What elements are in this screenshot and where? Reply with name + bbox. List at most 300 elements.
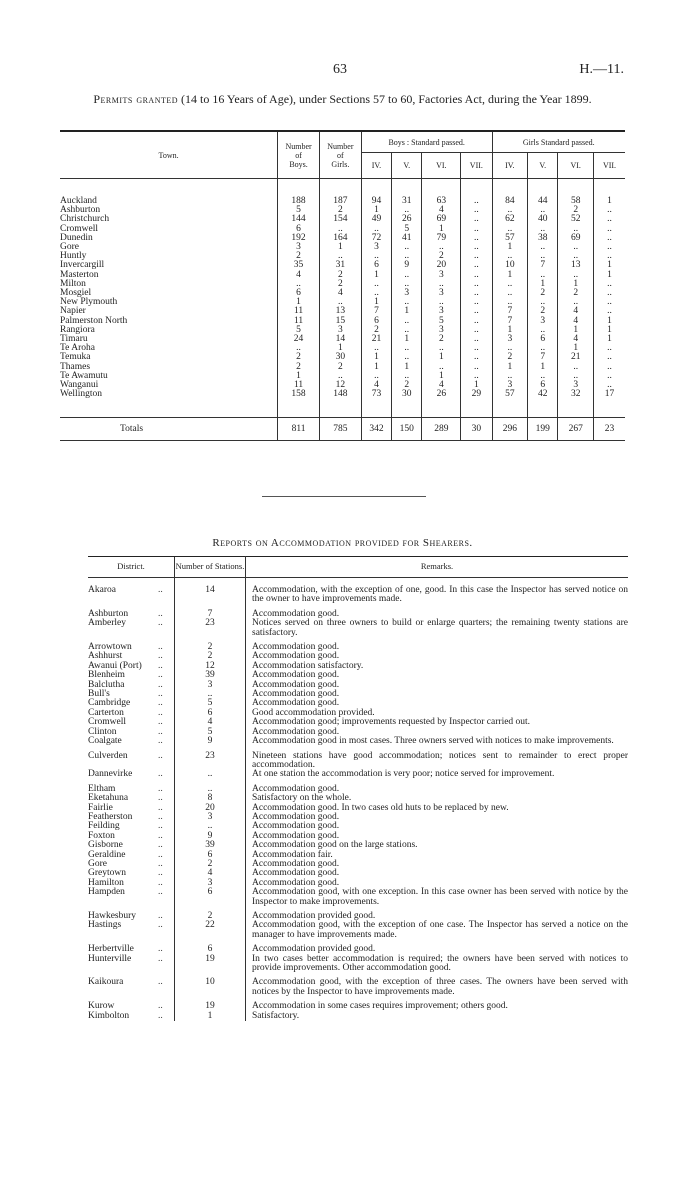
permits-cell: .. (461, 271, 492, 280)
permits-cell: 1 (594, 317, 626, 326)
permits-cell: 14 (319, 335, 361, 344)
permits-cell: 1 (361, 298, 391, 307)
permits-cell: .. (528, 326, 558, 335)
stations-count: 6 (175, 709, 246, 718)
shearers-row (88, 770, 628, 779)
leader-dots: .. (158, 911, 163, 921)
district-name: Arrowtown (88, 642, 132, 653)
permits-cell: 2 (422, 252, 461, 261)
shearers-title: Reports on Accommodation provided for Shearers. (212, 537, 473, 549)
permits-cell: 1 (594, 326, 626, 335)
remarks-text: Accommodation good. (252, 821, 340, 832)
stations-count: 22 (175, 921, 246, 940)
permits-cell: .. (422, 344, 461, 353)
stations-count: .. (175, 822, 246, 831)
leader-dots: .. (158, 887, 163, 898)
permits-cell: .. (278, 280, 320, 289)
col-girls-std-iv: IV. (492, 153, 528, 179)
stations-count: 39 (175, 671, 246, 680)
district-name: Clinton (88, 726, 117, 737)
district-name: Hastings (88, 920, 122, 931)
permits-cell: .. (461, 289, 492, 298)
town-name: Huntly (60, 251, 87, 262)
permits-cell: 148 (319, 390, 361, 399)
permits-cell: 1 (528, 363, 558, 372)
remarks-text: Accommodation good. (252, 811, 340, 822)
town-name: Te Awamutu (60, 370, 108, 381)
leader-dots: .. (158, 679, 163, 690)
permits-cell: .. (361, 289, 391, 298)
shearers-row (88, 662, 628, 671)
permits-cell: 4 (558, 307, 594, 316)
remarks-text: Satisfactory on the whole. (252, 793, 352, 804)
permits-cell: .. (461, 280, 492, 289)
remarks-text: Nineteen stations have good accommodation; notices sent to remainder to erect proper accommodation. (252, 750, 628, 770)
permits-cell: 7 (492, 307, 528, 316)
permits-cell: 26 (392, 215, 422, 224)
town-name: Te Aroha (60, 343, 95, 354)
remarks-text: Accommodation good, with the exception of one case. The Inspector has served a notice on the manager to have improvements made. (252, 920, 628, 940)
permits-cell: 10 (492, 261, 528, 270)
district-name: Gore (88, 858, 107, 869)
remarks-text: Accommodation, with the exception of one, good. In this case the Inspector has served notice on the owner to have improvements made. (252, 585, 628, 605)
permits-cell: .. (594, 289, 626, 298)
permits-cell: .. (594, 307, 626, 316)
remarks-text: Accommodation good, with one exception. In this case owner has been served with notice by the Inspector to make improvements. (252, 887, 628, 907)
permits-cell: 11 (278, 307, 320, 316)
shearers-row (88, 671, 628, 680)
remarks-text: Accommodation good on the large stations. (252, 840, 418, 851)
permits-cell: 1 (558, 326, 594, 335)
col-district: District. (88, 557, 175, 578)
permits-cell: .. (594, 353, 626, 362)
stations-count: 39 (175, 841, 246, 850)
permits-cell: 5 (392, 225, 422, 234)
permits-cell: 7 (528, 261, 558, 270)
permits-cell: 35 (278, 261, 320, 270)
stations-count: 8 (175, 794, 246, 803)
leader-dots: .. (158, 660, 163, 671)
permits-cell: .. (558, 372, 594, 381)
permits-cell: 24 (278, 335, 320, 344)
totals-cell: 296 (492, 418, 528, 441)
leader-dots: .. (158, 1001, 163, 1012)
permits-cell: .. (594, 372, 626, 381)
shearers-row (88, 643, 628, 652)
town-name: Cromwell (60, 223, 98, 234)
shearers-row (88, 955, 628, 974)
permits-cell: .. (594, 298, 626, 307)
permits-cell: 1 (278, 372, 320, 381)
permits-cell: .. (392, 317, 422, 326)
permits-cell: 6 (361, 261, 391, 270)
permits-cell: 52 (558, 215, 594, 224)
permits-cell: .. (422, 298, 461, 307)
permits-cell: .. (528, 206, 558, 215)
shearers-row (88, 619, 628, 638)
stations-count: 20 (175, 804, 246, 813)
remarks-text: Accommodation good. (252, 670, 340, 681)
permits-cell: 3 (422, 289, 461, 298)
permits-cell: .. (361, 344, 391, 353)
permits-cell: 1 (422, 353, 461, 362)
permits-cell: .. (461, 234, 492, 243)
permits-cell: 44 (528, 197, 558, 206)
permits-cell: 15 (319, 317, 361, 326)
permits-cell: 21 (558, 353, 594, 362)
permits-cell: .. (361, 280, 391, 289)
leader-dots: .. (158, 717, 163, 728)
permits-cell: 6 (528, 381, 558, 390)
remarks-text: Accommodation good in most cases. Three owners served with notices to make improvements. (252, 736, 614, 747)
permits-cell: 4 (558, 335, 594, 344)
permits-cell: .. (461, 307, 492, 316)
permits-cell: 3 (319, 326, 361, 335)
permits-cell: .. (461, 197, 492, 206)
district-name: Balclutha (88, 679, 125, 690)
district-name: Eketahuna (88, 793, 129, 804)
remarks-text: Accommodation provided good. (252, 911, 376, 921)
permits-cell: .. (594, 381, 626, 390)
permits-cell: 1 (392, 335, 422, 344)
permits-cell: .. (492, 344, 528, 353)
leader-dots: .. (158, 858, 163, 869)
stations-count: 6 (175, 851, 246, 860)
permits-cell: 69 (422, 215, 461, 224)
shearers-table (88, 556, 628, 1021)
stations-count: 6 (175, 945, 246, 954)
permits-cell: 41 (392, 234, 422, 243)
shearers-row (88, 578, 628, 605)
permits-cell: 73 (361, 390, 391, 399)
permits-cell: 1 (319, 243, 361, 252)
totals-cell: 30 (461, 418, 492, 441)
district-name: Greytown (88, 868, 126, 879)
permits-cell: .. (392, 298, 422, 307)
permits-cell: .. (492, 372, 528, 381)
leader-dots: .. (158, 977, 163, 988)
section-divider (262, 496, 426, 497)
permits-cell: 4 (558, 317, 594, 326)
remarks-text: Accommodation in some cases requires improvement; others good. (252, 1001, 508, 1012)
stations-count: .. (175, 690, 246, 699)
col-girls-std-vi: VI. (558, 153, 594, 179)
permits-cell: 2 (422, 335, 461, 344)
permits-cell: .. (461, 243, 492, 252)
permits-cell: .. (594, 344, 626, 353)
leader-dots: .. (158, 585, 163, 595)
remarks-text: Notices served on three owners to build or enlarge quarters; the remaining twenty stations are satisfactory. (252, 618, 628, 638)
permits-cell: .. (422, 243, 461, 252)
permits-cell: 1 (361, 363, 391, 372)
permits-cell: 2 (528, 307, 558, 316)
stations-count: 12 (175, 662, 246, 671)
permits-cell: 3 (422, 326, 461, 335)
permits-cell: 9 (392, 261, 422, 270)
stations-count: 5 (175, 728, 246, 737)
permits-cell: .. (422, 280, 461, 289)
town-name: Timaru (60, 334, 88, 345)
leader-dots: .. (158, 1010, 163, 1021)
permits-cell: .. (492, 289, 528, 298)
permits-cell: 4 (422, 381, 461, 390)
permits-cell: 3 (361, 243, 391, 252)
district-name: Culverden (88, 750, 128, 761)
leader-dots: .. (158, 821, 163, 832)
col-girls-standard: Girls Standard passed. (492, 131, 625, 153)
town-name: Rangiora (60, 324, 95, 335)
town-name: Milton (60, 278, 86, 289)
permits-cell: 3 (528, 317, 558, 326)
district-name: Amberley (88, 618, 126, 629)
stations-count: 14 (175, 578, 246, 605)
permits-cell: 4 (319, 289, 361, 298)
permits-cell: 63 (422, 197, 461, 206)
shearers-row (88, 869, 628, 878)
leader-dots: .. (158, 698, 163, 709)
permits-cell: 32 (558, 390, 594, 399)
permits-cell: 31 (392, 197, 422, 206)
permits-table-body (60, 179, 625, 441)
permits-cell: 1 (492, 326, 528, 335)
shearers-row (88, 1012, 628, 1021)
permits-cell: .. (361, 252, 391, 261)
district-name: Featherston (88, 811, 133, 822)
district-name: Kaikoura (88, 977, 124, 988)
remarks-text: Accommodation good. In two cases old huts to be replaced by new. (252, 802, 509, 813)
permits-row (60, 390, 625, 399)
leader-dots: .. (158, 811, 163, 822)
stations-count: 9 (175, 737, 246, 746)
permits-cell: 4 (278, 271, 320, 280)
totals-label: Totals (60, 418, 278, 441)
col-std-iv: IV. (361, 153, 391, 179)
permits-cell: 40 (528, 215, 558, 224)
permits-cell: .. (392, 353, 422, 362)
district-name: Hampden (88, 887, 125, 898)
totals-cell: 23 (594, 418, 626, 441)
remarks-text: Satisfactory. (252, 1010, 300, 1021)
page-header (0, 62, 700, 82)
permits-cell: .. (392, 344, 422, 353)
permits-table (60, 130, 625, 441)
permits-cell: .. (319, 252, 361, 261)
stations-count: .. (175, 785, 246, 794)
permits-cell: 2 (528, 289, 558, 298)
permits-cell: 3 (422, 307, 461, 316)
leader-dots: .. (158, 726, 163, 737)
shearers-row (88, 841, 628, 850)
leader-dots: .. (158, 944, 163, 955)
permits-cell: 3 (278, 243, 320, 252)
permits-cell: .. (461, 298, 492, 307)
permits-cell: .. (558, 252, 594, 261)
permits-cell: 72 (361, 234, 391, 243)
district-name: Cromwell (88, 717, 126, 728)
permits-cell: 154 (319, 215, 361, 224)
district-name: Bull's (88, 689, 110, 700)
col-town: Town. (60, 131, 278, 179)
remarks-text: Accommodation good. (252, 783, 340, 794)
permits-cell: 30 (392, 390, 422, 399)
leader-dots: .. (158, 830, 163, 841)
permits-cell: .. (528, 243, 558, 252)
permits-cell: 3 (492, 335, 528, 344)
town-name: Wellington (60, 389, 102, 400)
permits-cell: 7 (492, 317, 528, 326)
town-name: Christchurch (60, 214, 110, 225)
permits-title-lead: Permits granted (93, 92, 179, 106)
permits-cell: 1 (461, 381, 492, 390)
permits-cell: 6 (361, 317, 391, 326)
permits-cell: .. (558, 225, 594, 234)
stations-count: 2 (175, 860, 246, 869)
permits-cell: 4 (361, 381, 391, 390)
district-name: Eltham (88, 783, 116, 794)
remarks-text: Accommodation good, with the exception of three cases. The owners have been served with notices by the Inspector to have improvements made. (252, 977, 628, 997)
stations-count: 1 (175, 1012, 246, 1021)
permits-cell: 20 (422, 261, 461, 270)
permits-cell: 1 (392, 363, 422, 372)
shearers-row (88, 752, 628, 771)
permits-cell: .. (528, 225, 558, 234)
permits-cell: 7 (361, 307, 391, 316)
stations-count: 6 (175, 888, 246, 907)
permits-cell: .. (558, 271, 594, 280)
district-name: Ashburton (88, 608, 129, 619)
stations-count: 10 (175, 978, 246, 997)
totals-cell: 811 (278, 418, 320, 441)
permits-table-header (60, 131, 625, 179)
shearers-row (88, 822, 628, 831)
permits-cell: 3 (492, 381, 528, 390)
permits-cell: .. (392, 243, 422, 252)
permits-cell: 13 (558, 261, 594, 270)
district-name: Hunterville (88, 953, 132, 964)
town-name: Palmerston North (60, 315, 128, 326)
district-name: Herbertville (88, 944, 134, 955)
permits-cell: 2 (319, 271, 361, 280)
permits-cell: 1 (528, 280, 558, 289)
permits-cell: 2 (392, 381, 422, 390)
permits-cell: 2 (278, 363, 320, 372)
permits-cell: 57 (492, 390, 528, 399)
totals-cell: 267 (558, 418, 594, 441)
permits-cell: .. (594, 206, 626, 215)
permits-cell: 3 (392, 289, 422, 298)
remarks-text: Accommodation good. (252, 608, 340, 619)
permits-cell: .. (558, 243, 594, 252)
permits-cell: 5 (422, 317, 461, 326)
permits-cell: .. (594, 252, 626, 261)
permits-cell: .. (278, 344, 320, 353)
remarks-text: Accommodation good. (252, 858, 340, 869)
leader-dots: .. (158, 651, 163, 662)
permits-cell: 2 (278, 252, 320, 261)
permits-cell: 192 (278, 234, 320, 243)
district-name: Geraldine (88, 849, 126, 860)
totals-cell: 199 (528, 418, 558, 441)
shearers-row (88, 921, 628, 940)
district-name: Hamilton (88, 877, 124, 888)
stations-count: 23 (175, 619, 246, 638)
col-std-vii: VII. (461, 153, 492, 179)
shearers-table-body (88, 578, 628, 1022)
stations-count: 19 (175, 955, 246, 974)
permits-cell: .. (594, 363, 626, 372)
col-std-v: V. (392, 153, 422, 179)
permits-cell: 1 (594, 261, 626, 270)
town-name: Auckland (60, 196, 97, 206)
leader-dots: .. (158, 920, 163, 931)
remarks-text: In two cases better accommodation is required; the owners have been served with notices to provide improvements. Other accommodation good. (252, 953, 628, 974)
totals-cell: 150 (392, 418, 422, 441)
permits-cell: .. (492, 225, 528, 234)
district-name: Kimbolton (88, 1010, 130, 1021)
permits-cell: 187 (319, 197, 361, 206)
remarks-text: Accommodation satisfactory. (252, 660, 364, 671)
permits-cell: .. (392, 280, 422, 289)
permits-cell: 1 (319, 344, 361, 353)
permits-cell: 79 (422, 234, 461, 243)
permits-cell: .. (558, 363, 594, 372)
permits-cell: 2 (361, 326, 391, 335)
permits-cell: 49 (361, 215, 391, 224)
stations-count: 23 (175, 752, 246, 771)
district-name: Kurow (88, 1001, 115, 1012)
permits-cell: .. (461, 335, 492, 344)
permits-cell: 13 (319, 307, 361, 316)
permits-title-rest: (14 to 16 Years of Age), under Sections 57 to 60, Factories Act, during the Year 1899. (178, 92, 592, 106)
leader-dots: .. (158, 849, 163, 860)
permits-cell: .. (461, 317, 492, 326)
permits-cell: 94 (361, 197, 391, 206)
permits-cell: 31 (319, 261, 361, 270)
permits-cell: .. (461, 252, 492, 261)
stations-count: 2 (175, 912, 246, 921)
stations-count: 7 (175, 610, 246, 619)
permits-cell: 1 (361, 206, 391, 215)
totals-cell: 289 (422, 418, 461, 441)
permits-cell: .. (392, 271, 422, 280)
permits-cell: 2 (492, 353, 528, 362)
shearers-row (88, 804, 628, 813)
district-name: Blenheim (88, 670, 125, 681)
permits-cell: .. (319, 298, 361, 307)
permits-cell: 3 (422, 271, 461, 280)
col-boys-standard: Boys : Standard passed. (361, 131, 492, 153)
leader-dots: .. (158, 840, 163, 851)
stations-count: 3 (175, 879, 246, 888)
remarks-text: Accommodation good. (252, 830, 340, 841)
town-name: Gore (60, 242, 79, 253)
town-name: Mosgiel (60, 288, 92, 299)
permits-cell: 7 (528, 353, 558, 362)
leader-dots: .. (158, 868, 163, 879)
permits-cell: 2 (558, 289, 594, 298)
permits-cell: .. (319, 372, 361, 381)
permits-cell: 11 (278, 317, 320, 326)
permits-cell: 1 (594, 271, 626, 280)
district-name: Akaroa (88, 585, 116, 595)
leader-dots: .. (158, 618, 163, 629)
district-name: Cambridge (88, 698, 131, 709)
permits-cell: 38 (528, 234, 558, 243)
permits-cell: 6 (278, 289, 320, 298)
permits-cell: 1 (558, 280, 594, 289)
permits-cell: .. (528, 298, 558, 307)
stations-count: 19 (175, 1002, 246, 1011)
